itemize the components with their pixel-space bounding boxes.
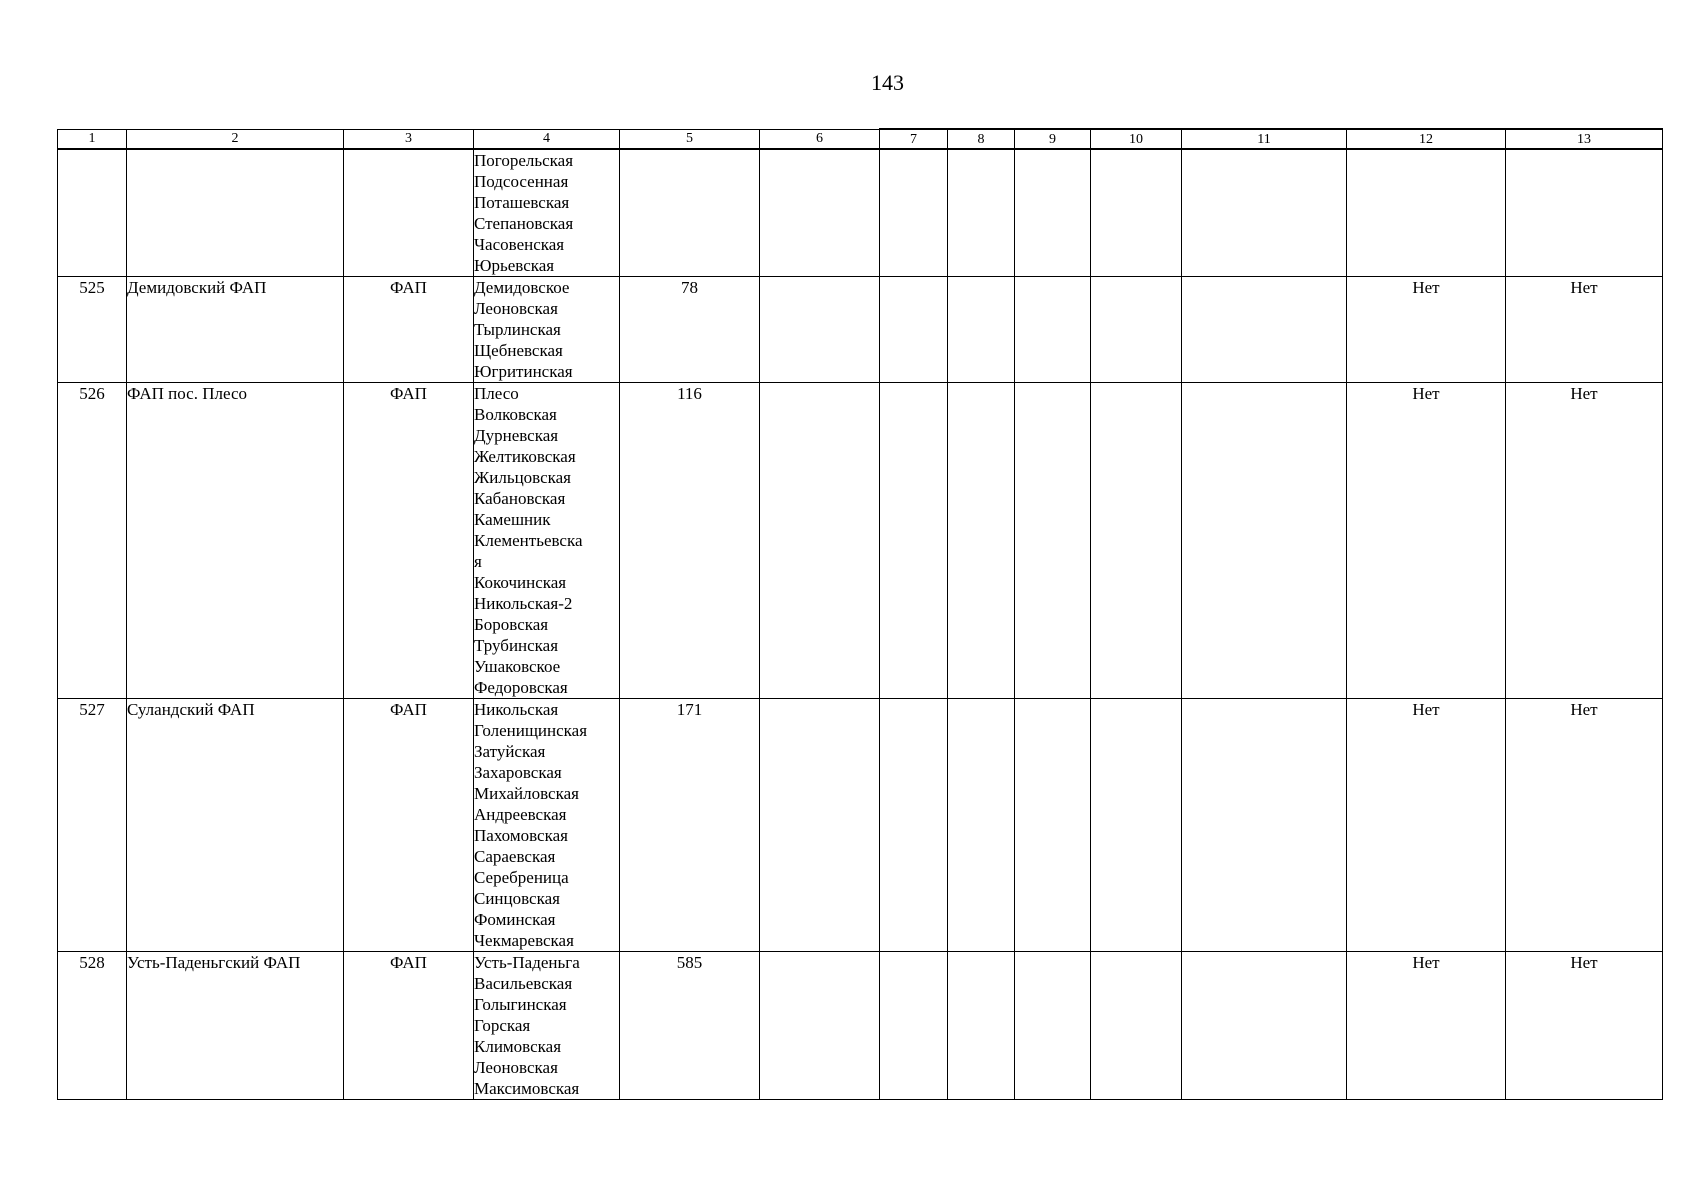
village-name: я <box>474 552 482 571</box>
empty-cell <box>880 383 948 699</box>
col12-cell <box>1347 149 1506 277</box>
village-name: Камешник <box>474 510 551 529</box>
empty-cell <box>1091 952 1182 1100</box>
village-name: Демидовское <box>474 278 570 297</box>
facility-name: Суландский ФАП <box>127 699 344 952</box>
facility-type: ФАП <box>344 699 474 952</box>
village-name: Плесо <box>474 384 519 403</box>
column-header-1: 1 <box>58 129 127 149</box>
empty-cell <box>1015 383 1091 699</box>
villages-cell <box>474 699 620 952</box>
page-number: 143 <box>871 70 904 95</box>
empty-cell <box>760 699 880 952</box>
facility-type: ФАП <box>344 952 474 1100</box>
villages-cell <box>474 277 620 383</box>
facility-type: ФАП <box>344 383 474 699</box>
village-name: Кабановская <box>474 489 566 508</box>
village-name: Тырлинская <box>474 320 561 339</box>
facility-name: ФАП пос. Плесо <box>127 383 344 699</box>
village-name: Желтиковская <box>474 447 576 466</box>
column-header-11: 11 <box>1182 129 1347 149</box>
village-name: Клементьевска <box>474 531 583 550</box>
village-name: Кокочинская <box>474 573 567 592</box>
empty-cell <box>1015 699 1091 952</box>
empty-cell <box>880 149 948 277</box>
village-name: Чекмаревская <box>474 931 574 950</box>
village-name: Щебневская <box>474 341 563 360</box>
empty-cell <box>880 699 948 952</box>
village-name: Часовенская <box>474 235 565 254</box>
row-number <box>58 149 127 277</box>
village-name: Дурневская <box>474 426 559 445</box>
empty-cell <box>948 952 1015 1100</box>
empty-cell <box>1182 277 1347 383</box>
col12-cell: Нет <box>1347 952 1506 1100</box>
empty-cell <box>948 277 1015 383</box>
column-header-2: 2 <box>127 129 344 149</box>
village-name: Никольская-2 <box>474 594 573 613</box>
village-name: Фоминская <box>474 910 556 929</box>
empty-cell <box>948 149 1015 277</box>
population-cell: 78 <box>620 277 760 383</box>
facility-name: Усть-Паденьгский ФАП <box>127 952 344 1100</box>
column-header-9: 9 <box>1015 129 1091 149</box>
table-row <box>58 149 1663 277</box>
population-cell: 585 <box>620 952 760 1100</box>
facility-type <box>344 149 474 277</box>
villages-cell <box>474 149 620 277</box>
population-cell <box>620 149 760 277</box>
village-name: Ушаковское <box>474 657 561 676</box>
header-row <box>58 129 1663 149</box>
empty-cell <box>1182 952 1347 1100</box>
village-name: Серебреница <box>474 868 569 887</box>
village-name: Максимовская <box>474 1079 580 1098</box>
column-header-5: 5 <box>620 129 760 149</box>
empty-cell <box>1091 699 1182 952</box>
empty-cell <box>760 383 880 699</box>
village-name: Погорельская <box>474 151 574 170</box>
villages-cell <box>474 952 620 1100</box>
row-number: 527 <box>58 699 127 952</box>
col13-cell: Нет <box>1506 699 1663 952</box>
village-name: Михайловская <box>474 784 579 803</box>
empty-cell <box>948 699 1015 952</box>
village-name: Захаровская <box>474 763 562 782</box>
village-name: Жильцовская <box>474 468 572 487</box>
empty-cell <box>948 383 1015 699</box>
table-row <box>58 952 1663 1100</box>
village-name: Волковская <box>474 405 557 424</box>
column-header-7: 7 <box>880 129 948 149</box>
table-row <box>58 699 1663 952</box>
village-name: Климовская <box>474 1037 562 1056</box>
village-name: Юрьевская <box>474 256 555 275</box>
empty-cell <box>1091 277 1182 383</box>
empty-cell <box>1182 699 1347 952</box>
village-name: Степановская <box>474 214 574 233</box>
row-number: 525 <box>58 277 127 383</box>
col13-cell: Нет <box>1506 277 1663 383</box>
empty-cell <box>760 149 880 277</box>
table-row <box>58 277 1663 383</box>
column-header-4: 4 <box>474 129 620 149</box>
village-name: Леоновская <box>474 1058 558 1077</box>
empty-cell <box>1015 149 1091 277</box>
col12-cell: Нет <box>1347 383 1506 699</box>
village-name: Никольская <box>474 700 559 719</box>
village-name: Трубинская <box>474 636 559 655</box>
village-name: Горская <box>474 1016 531 1035</box>
empty-cell <box>760 277 880 383</box>
empty-cell <box>1182 383 1347 699</box>
population-cell: 116 <box>620 383 760 699</box>
village-name: Васильевская <box>474 974 573 993</box>
empty-cell <box>1091 149 1182 277</box>
village-name: Голенищинская <box>474 721 588 740</box>
empty-cell <box>880 952 948 1100</box>
facility-type: ФАП <box>344 277 474 383</box>
col12-cell: Нет <box>1347 699 1506 952</box>
col13-cell: Нет <box>1506 952 1663 1100</box>
empty-cell <box>1182 149 1347 277</box>
column-header-3: 3 <box>344 129 474 149</box>
village-name: Леоновская <box>474 299 558 318</box>
column-header-10: 10 <box>1091 129 1182 149</box>
col13-cell <box>1506 149 1663 277</box>
empty-cell <box>760 952 880 1100</box>
facility-name: Демидовский ФАП <box>127 277 344 383</box>
table-body <box>58 149 1663 1100</box>
column-header-12: 12 <box>1347 129 1506 149</box>
column-header-8: 8 <box>948 129 1015 149</box>
table-row <box>58 383 1663 699</box>
village-name: Голыгинская <box>474 995 567 1014</box>
villages-cell <box>474 383 620 699</box>
column-header-6: 6 <box>760 129 880 149</box>
row-number: 526 <box>58 383 127 699</box>
column-header-13: 13 <box>1506 129 1663 149</box>
village-name: Боровская <box>474 615 549 634</box>
empty-cell <box>880 277 948 383</box>
facilities-table <box>57 128 1663 1100</box>
village-name: Синцовская <box>474 889 560 908</box>
village-name: Подсосенная <box>474 172 569 191</box>
empty-cell <box>1091 383 1182 699</box>
col12-cell: Нет <box>1347 277 1506 383</box>
village-name: Федоровская <box>474 678 568 697</box>
row-number: 528 <box>58 952 127 1100</box>
facility-name <box>127 149 344 277</box>
village-name: Пахомовская <box>474 826 568 845</box>
village-name: Сараевская <box>474 847 556 866</box>
village-name: Поташевская <box>474 193 570 212</box>
village-name: Андреевская <box>474 805 567 824</box>
population-cell: 171 <box>620 699 760 952</box>
empty-cell <box>1015 952 1091 1100</box>
col13-cell: Нет <box>1506 383 1663 699</box>
village-name: Затуйская <box>474 742 546 761</box>
village-name: Усть-Паденьга <box>474 953 580 972</box>
empty-cell <box>1015 277 1091 383</box>
village-name: Югритинская <box>474 362 573 381</box>
table-header <box>58 129 1663 149</box>
